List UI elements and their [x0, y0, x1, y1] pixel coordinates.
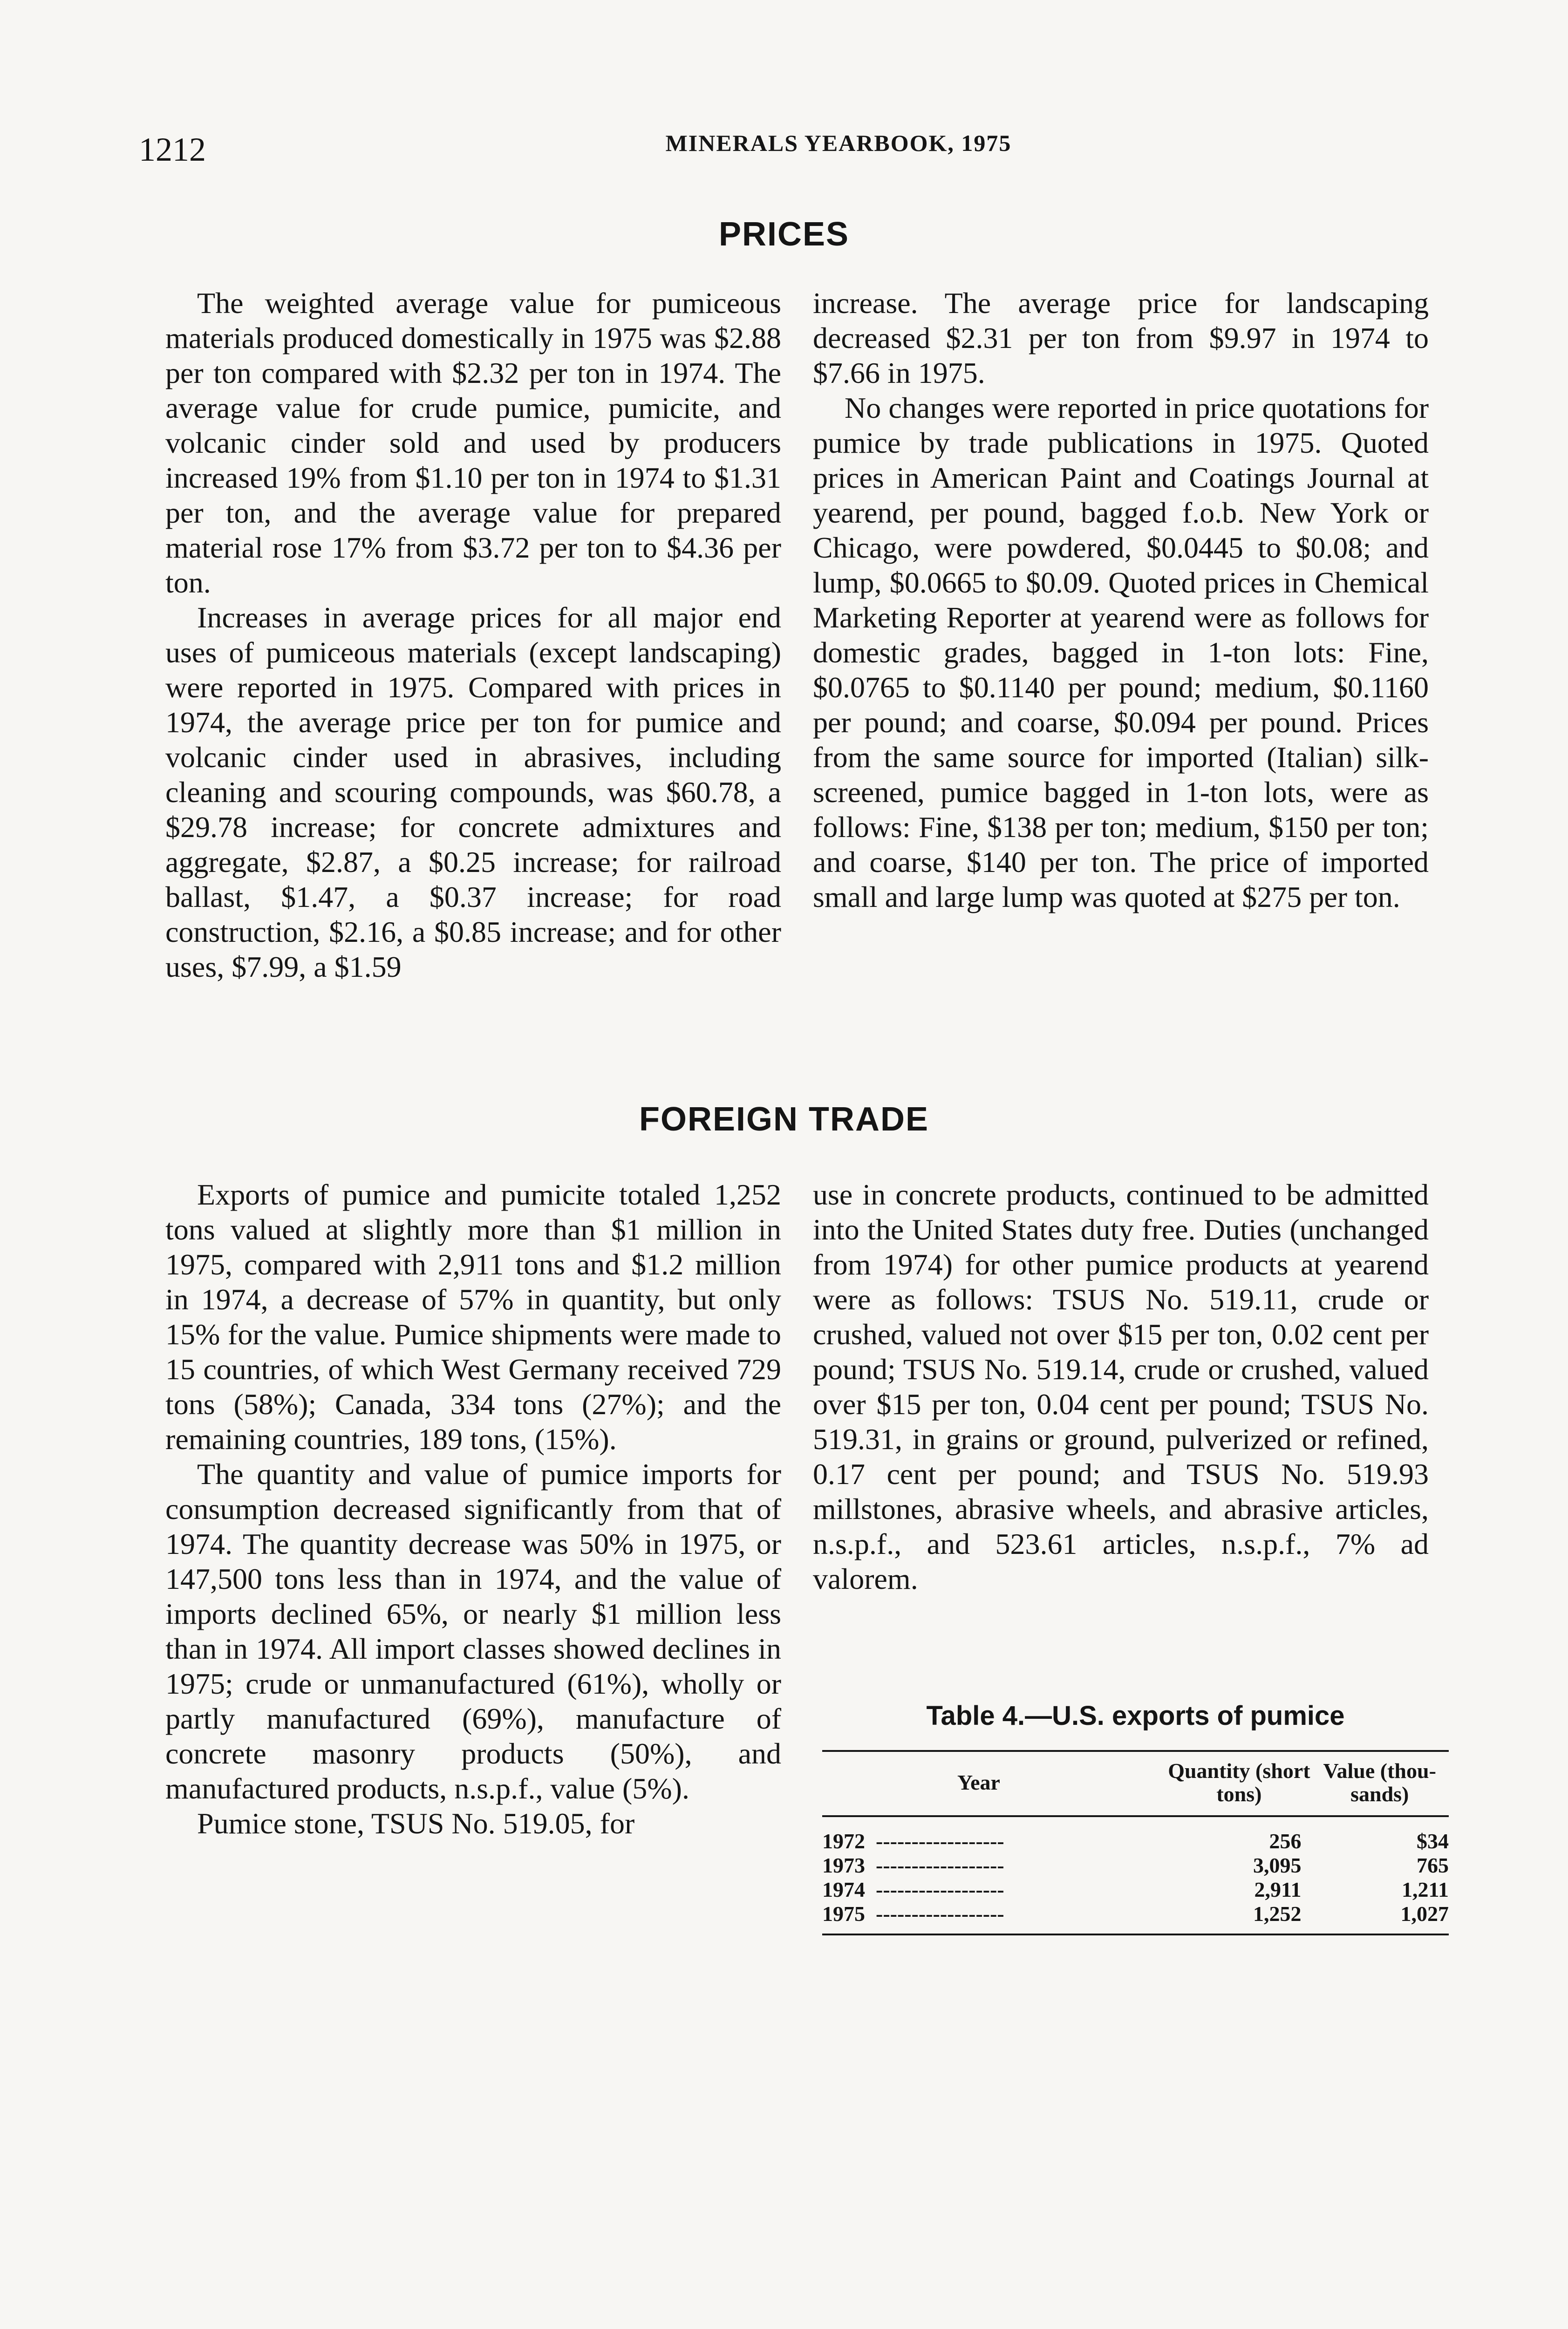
row-value: 1,027 [1400, 1902, 1449, 1926]
running-head: MINERALS YEARBOOK, 1975 [665, 130, 1012, 156]
table-row [822, 1878, 1449, 1902]
row-value: 765 [1417, 1853, 1449, 1877]
foreign-trade-paragraph: The quantity and value of pumice imports for consumption decreased significantly from that of 1974. The quantity decrease was 50% in 1975, or 147,500 tons less than in 1974, and the value of imports declined 65%, or nearly $1 million less than in 1974. All import classes showed declines in 1975; crude or unmanufactured (61%), wholly or partly manufactured (69%), manufacture of concrete masonry products (50%), and manufactured products, n.s.p.f., value (5%). [165, 1457, 781, 1805]
exports-table [822, 1750, 1449, 1935]
row-quantity: 256 [1269, 1829, 1302, 1853]
foreign-trade-left-column [165, 1177, 781, 1841]
foreign-trade-paragraph: Pumice stone, TSUS No. 519.05, for [197, 1807, 635, 1840]
row-quantity: 3,095 [1253, 1853, 1302, 1877]
exports-table-block [822, 1700, 1449, 1935]
row-year: 1974 [822, 1878, 865, 1901]
row-leader: ------------------ [876, 1878, 1004, 1901]
row-quantity: 2,911 [1254, 1878, 1302, 1901]
column-header-quantity: Quantity (short tons) [1168, 1759, 1310, 1806]
table-title: Table 4.—U.S. exports of pumice [926, 1701, 1345, 1731]
foreign-trade-paragraph: Exports of pumice and pumicite totaled 1,252 tons valued at slightly more than $1 million in 1975, compared with 2,911 tons and $1.2 million in 1974, a decrease of 57% in quantity, but only 15% for the value. Pumice shipments were made to 15 countries, of which West Germany received 729 tons (58%); Canada, 334 tons (27%); and the remaining countries, 189 tons, (15%). [165, 1178, 781, 1456]
row-value: $34 [1417, 1829, 1449, 1853]
foreign-trade-continuation: use in concrete products, continued to be admitted into the United States duty free. Duties (unchanged from 1974) for other pumice products at yearend were as follows: TSUS No. 519.11, crude or crushed, valued not over $15 per ton, 0.02 cent per pound; TSUS No. 519.14, crude or crushed, valued over $15 per ton, 0.04 cent per pound; TSUS No. 519.31, in grains or ground, pulverized or refined, 0.17 cent per pound; and TSUS No. 519.93 millstones, abrasive wheels, and abrasive articles, n.s.p.f., and 523.61 articles, n.s.p.f., 7% ad valorem. [813, 1178, 1429, 1595]
row-leader: ------------------ [876, 1902, 1004, 1926]
row-year: 1975 [822, 1902, 865, 1926]
prices-left-column [165, 286, 781, 984]
table-row [822, 1902, 1449, 1934]
foreign-trade-heading: FOREIGN TRADE [639, 1101, 929, 1138]
row-value: 1,211 [1402, 1878, 1449, 1901]
column-header-year: Year [957, 1771, 1000, 1794]
table-row [822, 1816, 1449, 1853]
row-quantity: 1,252 [1253, 1902, 1302, 1926]
prices-paragraph: No changes were reported in price quotations for pumice by trade publications in 1975. Quoted prices in American Paint and Coatings Journal at yearend, per pound, bagged f.o.b. New York or Chicago, were powdered, $0.0445 to $0.08; and lump, $0.0665 to $0.09. Quoted prices in Chemical Marketing Reporter at yearend were as follows for domestic grades, bagged in 1-ton lots: Fine, $0.0765 to $0.1140 per pound; medium, $0.1160 per pound; and coarse, $0.094 per pound. Prices from the same source for imported (Italian) silk-screened, pumice bagged in 1-ton lots, were as follows: Fine, $138 per ton; medium, $150 per ton; and coarse, $140 per ton. The price of imported small and large lump was quoted at $275 per ton. [813, 391, 1429, 913]
row-leader: ------------------ [876, 1829, 1004, 1853]
prices-paragraph: The weighted average value for pumiceous materials produced domestically in 1975 was $2.88 per ton compared with $2.32 per ton in 1974. The average value for crude pumice, pumicite, and volcanic cinder sold and used by producers increased 19% from $1.10 per ton in 1974 to $1.31 per ton, and the average value for prepared material rose 17% from $3.72 per ton to $4.36 per ton. [165, 286, 781, 599]
foreign-trade-right-column [813, 1177, 1429, 1596]
prices-continuation: increase. The average price for landscaping decreased $2.31 per ton from $9.97 in 1974 to $7.66 in 1975. [813, 286, 1429, 389]
row-leader: ------------------ [876, 1853, 1004, 1877]
table-row [822, 1853, 1449, 1878]
row-year: 1972 [822, 1829, 865, 1853]
prices-heading: PRICES [718, 216, 850, 253]
column-header-value: Value (thou- sands) [1323, 1759, 1436, 1806]
table-header-row [822, 1751, 1449, 1816]
prices-right-column [813, 286, 1429, 914]
page-number: 1212 [139, 131, 206, 168]
row-year: 1973 [822, 1853, 865, 1877]
prices-paragraph: Increases in average prices for all major end uses of pumiceous materials (except landscaping) were reported in 1975. Compared with prices in 1974, the average price per ton for pumice and volcanic cinder used in abrasives, including cleaning and scouring compounds, was $60.78, a $29.78 increase; for concrete admixtures and aggregate, $2.87, a $0.25 increase; for railroad ballast, $1.47, a $0.37 increase; for road construction, $2.16, a $0.85 increase; and for other uses, $7.99, a $1.59 [165, 601, 781, 983]
